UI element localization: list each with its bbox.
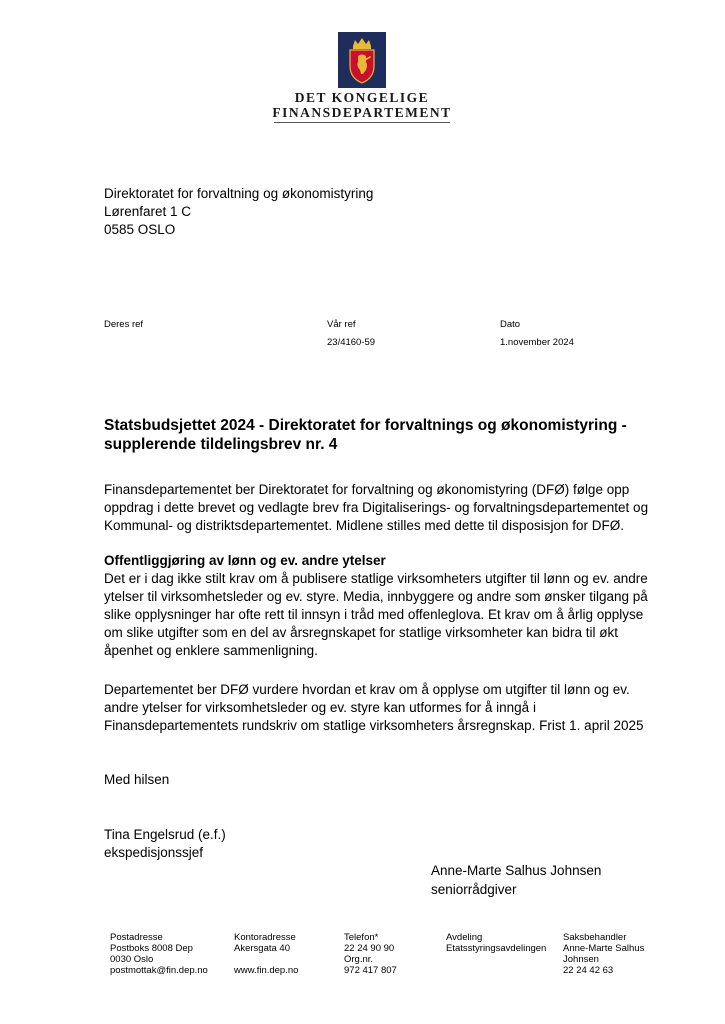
- dato-label: Dato: [500, 319, 521, 330]
- footer-telefon: [344, 932, 397, 976]
- body-paragraph-1: Finansdepartementet ber Direktoratet for forvaltning og økonomistyring (DFØ) følge opp oppdrag i dette brevet og vedlagte brev fra Digitaliserings- og forvaltningsdepartementet og Kommunal- og distriktsdepartementet. Midlene stilles med dette til disposisjon for DFØ.: [104, 482, 649, 533]
- recipient-street: Lørenfaret 1 C: [104, 204, 192, 219]
- footer-avdeling: [446, 932, 546, 954]
- signer-1-name: Tina Engelsrud (e.f.): [104, 827, 226, 842]
- footer-telefon-number: 22 24 90 90: [344, 943, 395, 954]
- var-ref-label: Vår ref: [327, 319, 356, 330]
- signer-2-name: Anne-Marte Salhus Johnsen: [431, 863, 602, 878]
- footer-orgnr-value: 972 417 807: [344, 965, 397, 976]
- section-subheading: Offentliggjøring av lønn og ev. andre ytelser: [104, 553, 386, 568]
- footer-telefon-label: Telefon*: [344, 932, 379, 943]
- footer-postadresse-line1: Postboks 8008 Dep: [110, 943, 193, 954]
- letter-title: Statsbudsjettet 2024 - Direktoratet for forvaltnings og økonomistyring - supplerende tildelingsbrev nr. 4: [104, 417, 627, 453]
- royal-coat-of-arms-icon: [338, 32, 386, 88]
- footer-saksbehandler: [563, 932, 644, 976]
- footer-kontoradresse: [234, 932, 298, 976]
- footer-saksbehandler-line1: Anne-Marte Salhus: [563, 943, 645, 954]
- department-name-line-2: FINANSDEPARTEMENT: [272, 105, 452, 120]
- footer-orgnr-label: Org.nr.: [344, 954, 374, 965]
- footer-kontoradresse-line1: Akersgata 40: [234, 943, 290, 954]
- footer-saksbehandler-label: Saksbehandler: [563, 932, 627, 943]
- footer-kontoradresse-label: Kontoradresse: [234, 932, 296, 943]
- footer-postadresse: [110, 932, 208, 976]
- closing-greeting: Med hilsen: [104, 772, 170, 787]
- footer-avdeling-value: Etatsstyringsavdelingen: [446, 943, 547, 954]
- letterhead: [262, 32, 462, 123]
- footer-avdeling-label: Avdeling: [446, 932, 483, 943]
- signer-1-title: ekspedisjonssjef: [104, 845, 204, 860]
- signer-2-title: seniorrådgiver: [431, 882, 517, 897]
- dato-value: 1.november 2024: [500, 337, 574, 348]
- body-paragraph-2: Det er i dag ikke stilt krav om å publisere statlige virksomheters utgifter til lønn og ev. andre ytelser til virksomhetsleder og ev. styre. Media, innbyggere og andre som ønsker tilgang på slike opplysninger har ofte rett til innsyn i tråd med offenleglova. Et krav om å årlig opplyse om slike utgifter som en del av årsregnskapet for statlige virksomheter kan bidra til økt åpenhet og enklere sammenligning.: [104, 571, 648, 658]
- recipient-name: Direktoratet for forvaltning og økonomistyring: [104, 186, 374, 201]
- footer-kontoradresse-website[interactable]: www.fin.dep.no: [234, 965, 299, 976]
- footer-postadresse-email[interactable]: postmottak@fin.dep.no: [110, 965, 208, 976]
- recipient-city: 0585 OSLO: [104, 222, 176, 237]
- deres-ref-label: Deres ref: [104, 319, 144, 330]
- recipient-address: [104, 185, 373, 239]
- footer-saksbehandler-line2: Johnsen: [563, 954, 599, 965]
- department-name-line-1: DET KONGELIGE: [294, 90, 430, 105]
- footer-postadresse-line2: 0030 Oslo: [110, 954, 154, 965]
- footer-saksbehandler-phone: 22 24 42 63: [563, 965, 614, 976]
- var-ref-value: 23/4160-59: [327, 337, 376, 348]
- body-paragraph-3: Departementet ber DFØ vurdere hvordan et krav om å opplyse om utgifter til lønn og ev. andre ytelser for virksomhetsleder og ev. styre kan utformes for å inngå i Finansdepartementets rundskriv om statlige virksomheters årsregnskap. Frist 1. april 2025: [104, 682, 644, 733]
- footer-postadresse-label: Postadresse: [110, 932, 163, 943]
- letterhead-rule: [274, 122, 450, 123]
